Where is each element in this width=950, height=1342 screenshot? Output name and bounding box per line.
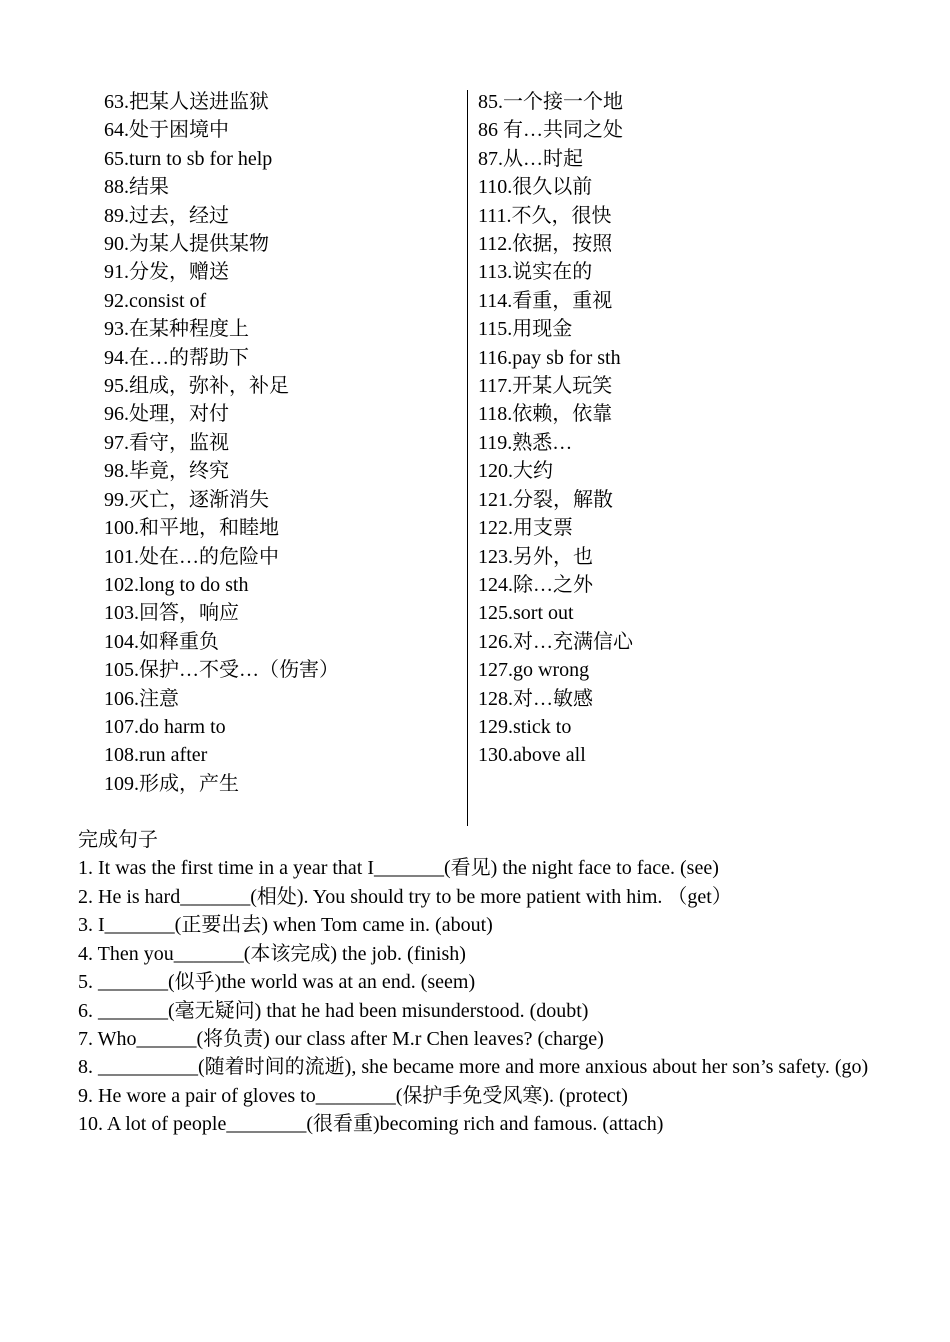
phrase-list-right <box>478 88 898 770</box>
phrase-item: 128.对…敏感 <box>478 687 593 710</box>
phrase-item: 116.pay sb for sth <box>478 346 621 369</box>
phrase-item: 96.处理，对付 <box>104 403 229 426</box>
phrase-item: 115.用现金 <box>478 318 573 341</box>
phrase-item: 130.above all <box>478 744 586 767</box>
phrase-item: 92.consist of <box>104 289 207 312</box>
sentence-item: 3. I_______(正要出去) when Tom came in. (about) <box>78 914 493 937</box>
phrase-item: 88.结果 <box>104 176 169 199</box>
sentence-item: 7. Who______(将负责) our class after M.r Chen leaves? (charge) <box>78 1027 604 1050</box>
phrase-item: 94.在…的帮助下 <box>104 346 249 369</box>
phrase-item: 126.对…充满信心 <box>478 630 633 653</box>
sentence-item: 6. _______(毫无疑问) that he had been misunderstood. (doubt) <box>78 999 589 1022</box>
phrase-item: 100.和平地，和睦地 <box>104 517 279 540</box>
phrase-item: 119.熟悉… <box>478 431 573 454</box>
sentence-completion-section <box>78 826 873 1139</box>
phrase-item: 65.turn to sb for help <box>104 147 273 170</box>
phrase-item: 120.大约 <box>478 460 553 483</box>
phrase-item: 113.说实在的 <box>478 261 593 284</box>
phrase-item: 101.处在…的危险中 <box>104 545 279 568</box>
phrase-item: 117.开某人玩笑 <box>478 375 613 398</box>
sentence-item: 1. It was the first time in a year that I_______(看见) the night face to face. (see) <box>78 857 719 880</box>
phrase-item: 111.不久，很快 <box>478 204 612 227</box>
phrase-item: 93.在某种程度上 <box>104 318 249 341</box>
phrase-item: 109.形成，产生 <box>104 772 239 795</box>
phrase-item: 123.另外，也 <box>478 545 593 568</box>
phrase-item: 112.依据，按照 <box>478 233 613 256</box>
phrase-item: 97.看守，监视 <box>104 431 229 454</box>
sentence-item: 8. __________(随着时间的流逝), she became more and more anxious about her son’s safety. (go) <box>78 1056 869 1079</box>
phrase-item: 102.long to do sth <box>104 573 249 596</box>
phrase-item: 114.看重，重视 <box>478 289 613 312</box>
phrase-item: 90.为某人提供某物 <box>104 233 269 256</box>
phrase-item: 87.从…时起 <box>478 147 583 170</box>
phrase-item: 85.一个接一个地 <box>478 91 623 113</box>
phrase-item: 98.毕竟，终究 <box>104 460 229 483</box>
column-divider <box>467 90 468 826</box>
phrase-item: 64.处于困境中 <box>104 119 229 142</box>
phrase-item: 104.如释重负 <box>104 630 219 653</box>
phrase-item: 108.run after <box>104 744 208 767</box>
phrase-item: 106.注意 <box>104 687 179 710</box>
phrase-list-left <box>104 88 464 798</box>
phrase-item: 99.灭亡，逐渐消失 <box>104 488 269 511</box>
sentence-item: 5. _______(似乎)the world was at an end. (seem) <box>78 971 476 994</box>
phrase-item: 91.分发，赠送 <box>104 261 229 284</box>
phrase-item: 105.保护…不受…（伤害） <box>104 659 339 682</box>
phrase-item: 121.分裂，解散 <box>478 488 613 511</box>
sentence-item: 9. He wore a pair of gloves to________(保护手免受风寒). (protect) <box>78 1084 628 1107</box>
phrase-item: 107.do harm to <box>104 715 226 738</box>
phrase-item: 110.很久以前 <box>478 176 593 199</box>
phrase-item: 103.回答，响应 <box>104 602 239 625</box>
phrase-item: 118.依赖，依靠 <box>478 403 613 426</box>
phrase-item: 86 有…共同之处 <box>478 119 623 142</box>
phrase-item: 95.组成，弥补，补足 <box>104 375 289 398</box>
phrase-item: 129.stick to <box>478 715 572 738</box>
phrase-item: 127.go wrong <box>478 659 590 682</box>
sentence-item: 4. Then you_______(本该完成) the job. (finish) <box>78 942 466 965</box>
phrase-item: 122.用支票 <box>478 517 573 540</box>
section-title: 完成句子 <box>78 829 158 851</box>
phrase-item: 89.过去，经过 <box>104 204 229 227</box>
sentence-item: 2. He is hard_______(相处). You should try to be more patient with him. （get） <box>78 885 732 908</box>
sentence-item: 10. A lot of people________(很看重)becoming rich and famous. (attach) <box>78 1113 664 1136</box>
phrase-item: 63.把某人送进监狱 <box>104 91 269 113</box>
phrase-item: 124.除…之外 <box>478 573 593 596</box>
phrase-item: 125.sort out <box>478 602 574 625</box>
